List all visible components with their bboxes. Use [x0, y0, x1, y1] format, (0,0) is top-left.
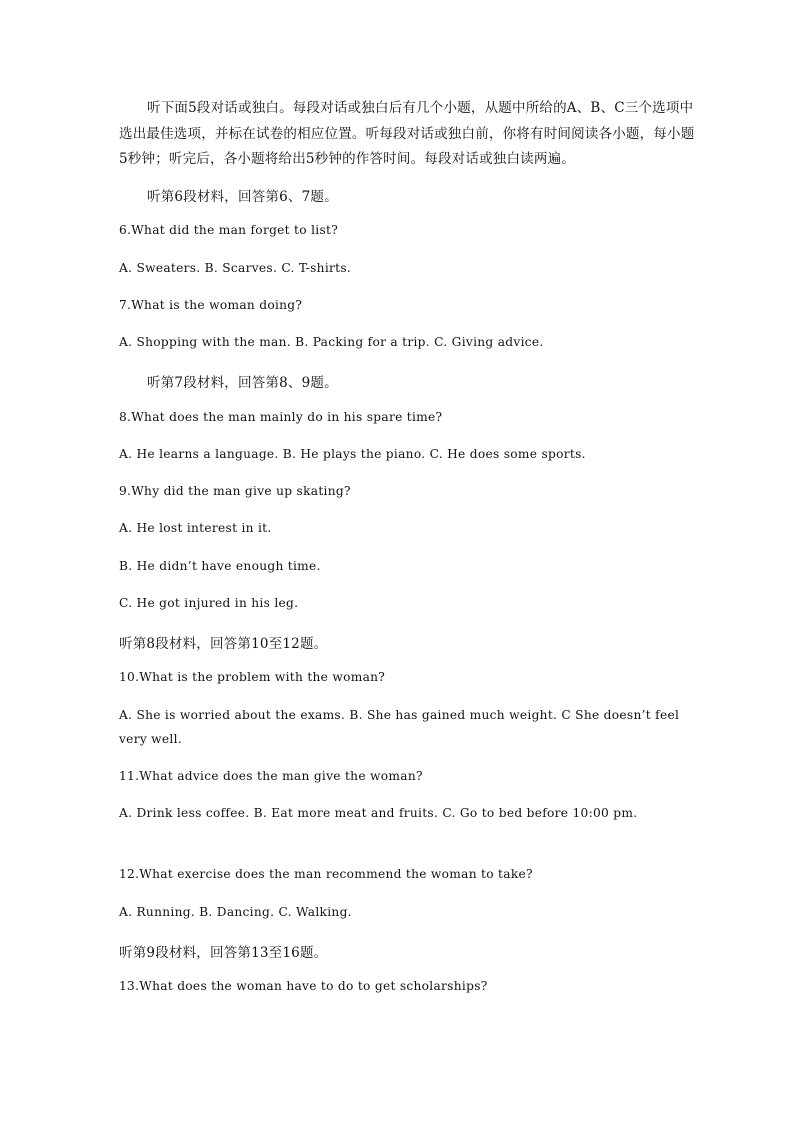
section-7-heading: 听第7段材料，回答第8、9题。 — [147, 375, 338, 391]
question-12-options: A. Running. B. Dancing. C. Walking. — [119, 905, 352, 919]
question-13: 13.What does the woman have to do to get scholarships? — [119, 979, 488, 993]
question-8-options: A. He learns a language. B. He plays the piano. C. He does some sports. — [119, 447, 586, 461]
question-6-options: A. Sweaters. B. Scarves. C. T-shirts. — [119, 261, 352, 275]
question-11: 11.What advice does the man give the woman? — [119, 769, 423, 783]
question-7: 7.What is the woman doing? — [119, 298, 303, 312]
question-6: 6.What did the man forget to list? — [119, 223, 339, 237]
question-11-options: A. Drink less coffee. B. Eat more meat and fruits. C. Go to bed before 10:00 pm. — [119, 806, 638, 820]
question-9-option-b: B. He didn’t have enough time. — [119, 559, 321, 573]
question-9-option-a: A. He lost interest in it. — [119, 521, 272, 535]
question-9-option-c: C. He got injured in his leg. — [119, 596, 299, 610]
question-8: 8.What does the man mainly do in his spare time? — [119, 410, 443, 424]
question-7-options: A. Shopping with the man. B. Packing for a trip. C. Giving advice. — [119, 335, 544, 349]
question-9: 9.Why did the man give up skating? — [119, 484, 351, 498]
instructions-paragraph: 听下面5段对话或独白。每段对话或独白后有几个小题，从题中所给的A、B、C三个选项中选出最佳选项，并标在试卷的相应位置。听每段对话或独白前，你将有时间阅读各小题，每小题5秒钟；听完后，各小题将给出5秒钟的作答时间。每段对话或独白读两遍。 — [119, 100, 695, 167]
section-9-heading: 听第9段材料，回答第13至16题。 — [119, 945, 328, 961]
section-8-heading: 听第8段材料，回答第10至12题。 — [119, 636, 328, 652]
section-6-heading: 听第6段材料，回答第6、7题。 — [147, 189, 338, 205]
question-10: 10.What is the problem with the woman? — [119, 670, 386, 684]
question-10-options: A. She is worried about the exams. B. She has gained much weight. C She doesn’t feel very well. — [119, 708, 680, 746]
question-12: 12.What exercise does the man recommend the woman to take? — [119, 867, 533, 881]
